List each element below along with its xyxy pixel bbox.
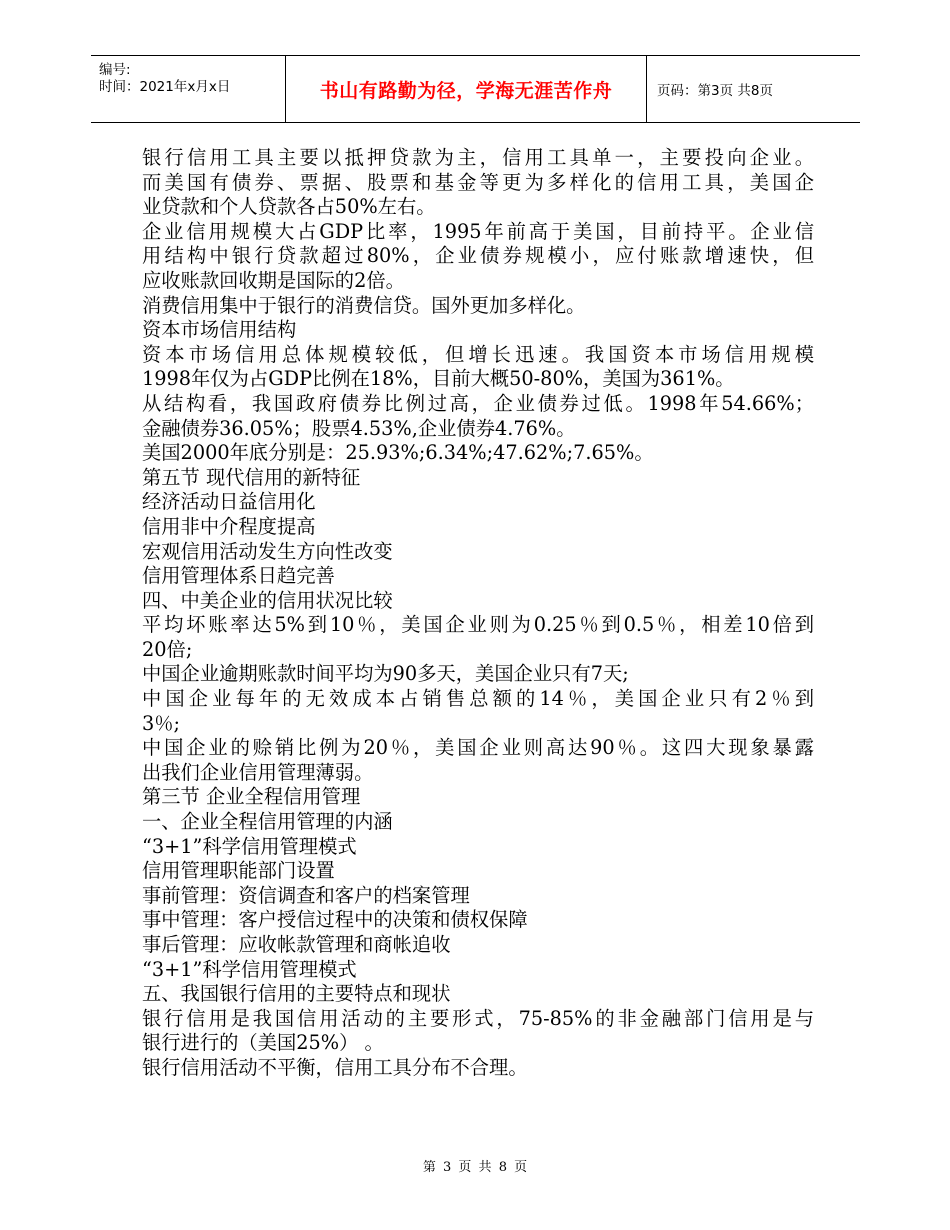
text-line: 四、中美企业的信用状况比较 <box>142 588 393 612</box>
text-line: 第三节 企业全程信用管理 <box>142 785 361 809</box>
text-line: 银行信用工具主要以抵押贷款为主，信用工具单一，主要投向企业。 <box>142 146 814 169</box>
text-line: 中国企业每年的无效成本占销售总额的14％，美国企业只有2％到 <box>142 687 814 711</box>
text-line: 平均坏账率达5%到10％，美国企业则为0.25％到0.5％，相差10倍到 <box>142 613 814 637</box>
text-line: 用结构中银行贷款超过80%，企业债券规模小，应付账款增速快，但 <box>142 244 814 268</box>
doc-time-label: 时间：2021年x月x日 <box>99 79 231 95</box>
text-line: 信用非中介程度提高 <box>142 514 316 538</box>
text-line: 出我们企业信用管理薄弱。 <box>142 760 374 784</box>
text-line: 20倍; <box>142 637 193 661</box>
text-line: 五、我国银行信用的主要特点和现状 <box>142 982 451 1006</box>
text-line: 而美国有债券、票据、股票和基金等更为多样化的信用工具，美国企 <box>142 170 814 194</box>
text-line: “3+1”科学信用管理模式 <box>142 957 357 981</box>
document-body <box>142 146 814 1081</box>
text-line: 美国2000年底分别是：25.93%;6.34%;47.62%;7.65%。 <box>142 441 654 465</box>
text-line: 银行进行的（美国25%） 。 <box>142 1031 384 1055</box>
header-motto: 书山有路勤为径，学海无涯苦作舟 <box>319 79 613 102</box>
text-line: 事前管理：资信调查和客户的档案管理 <box>142 883 470 907</box>
header-page-info-cell <box>647 56 860 122</box>
text-line: 信用管理体系日趋完善 <box>142 564 335 588</box>
text-line: 资本市场信用总体规模较低，但增长迅速。我国资本市场信用规模 <box>142 342 814 366</box>
text-line: 3％; <box>142 711 181 735</box>
text-line: 宏观信用活动发生方向性改变 <box>142 539 393 563</box>
text-line: 一、企业全程信用管理的内涵 <box>142 810 393 834</box>
page-footer <box>0 1156 950 1175</box>
footer-page-number: 第 3 页 共 8 页 <box>422 1160 528 1175</box>
text-line: 银行信用是我国信用活动的主要形式，75-85%的非金融部门信用是与 <box>142 1006 814 1030</box>
text-line: 银行信用活动不平衡，信用工具分布不合理。 <box>142 1055 528 1079</box>
text-line: 信用管理职能部门设置 <box>142 859 335 883</box>
text-line: 业贷款和个人贷款各占50%左右。 <box>142 195 436 219</box>
text-line: 1998年仅为占GDP比例在18%，目前大概50-80%，美国为361%。 <box>142 367 735 391</box>
header-meta <box>91 56 285 122</box>
text-line: “3+1”科学信用管理模式 <box>142 834 357 858</box>
text-line: 第五节 现代信用的新特征 <box>142 465 361 489</box>
text-line: 应收账款回收期是国际的2倍。 <box>142 268 405 292</box>
text-line: 企业信用规模大占GDP比率，1995年前高于美国，目前持平。企业信 <box>142 219 814 243</box>
text-line: 事中管理：客户授信过程中的决策和债权保障 <box>142 908 528 932</box>
header-page-info: 页码：第3页 共8页 <box>657 83 773 99</box>
text-line: 消费信用集中于银行的消费信贷。国外更加多样化。 <box>142 293 586 317</box>
header-motto-cell <box>285 56 647 122</box>
text-line: 事后管理：应收帐款管理和商帐追收 <box>142 933 451 956</box>
text-line: 从结构看，我国政府债券比例过高，企业债券过低。1998年54.66%； <box>142 391 814 415</box>
text-line: 中国企业逾期账款时间平均为90多天，美国企业只有7天; <box>142 662 629 686</box>
doc-number-label: 编号: <box>99 62 131 78</box>
text-line: 经济活动日益信用化 <box>142 490 316 514</box>
page-header <box>91 55 860 123</box>
text-line: 中国企业的赊销比例为20％，美国企业则高达90％。这四大现象暴露 <box>142 736 814 760</box>
text-line: 金融债券36.05%；股票4.53%,企业债券4.76%。 <box>142 416 576 440</box>
text-line: 资本市场信用结构 <box>142 318 297 342</box>
